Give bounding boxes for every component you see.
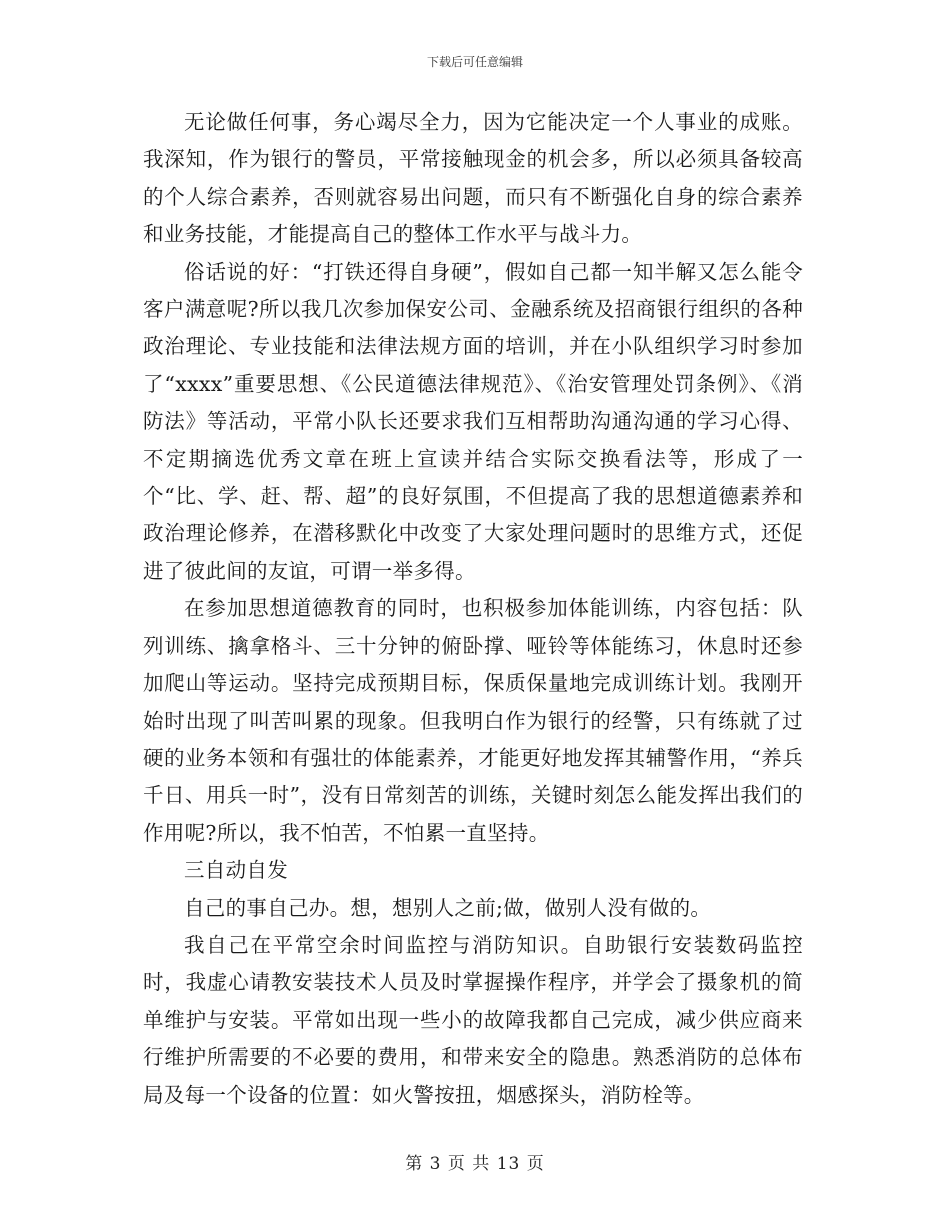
paragraph-1: 无论做任何事，务心竭尽全力，因为它能决定一个人事业的成账。我深知，作为银行的警员，平常接触现金的机会多，所以必须具备较高的个人综合素养，否则就容易出问题，而只有不断强化自身的综合素养和业务技能，才能提高自己的整体工作水平与战斗力。 (143, 110, 803, 247)
section-heading: 三自动自发 (184, 858, 288, 883)
paragraph-4: 自己的事自己办。想，想别人之前;做，做别人没有做的。 (184, 895, 712, 920)
document-body (143, 104, 803, 1114)
paragraph-3: 在参加思想道德教育的同时，也积极参加体能训练，内容包括：队列训练、擒拿格斗、三十分钟的俯卧撑、哑铃等体能练习，休息时还参加爬山等运动。坚持完成预期目标，保质保量地完成训练计划。我刚开始时出现了叫苦叫累的现象。但我明白作为银行的经警，只有练就了过硬的业务本领和有强壮的体能素养，才能更好地发挥其辅警作用，“养兵千日、用兵一时”，没有日常刻苦的训练，关键时刻怎么能发挥出我们的作用呢?所以，我不怕苦，不怕累一直坚持。 (143, 596, 803, 845)
paragraph-2: 俗话说的好：“打铁还得自身硬”，假如自己都一知半解又怎么能令客户满意呢?所以我几次参加保安公司、金融系统及招商银行组织的各种政治理论、专业技能和法律法规方面的培训，并在小队组织学习时参加了“xxxx”重要思想、《公民道德法律规范》、《治安管理处罚条例》、《消防法》等活动，平常小队长还要求我们互相帮助沟通沟通的学习心得、不定期摘选优秀文章在班上宣读并结合实际交换看法等，形成了一个“比、学、赶、帮、超”的良好氛围，不但提高了我的思想道德素养和政治理论修养，在潜移默化中改变了大家处理问题时的思维方式，还促进了彼此间的友谊，可谓一举多得。 (143, 259, 803, 583)
paragraph-5: 我自己在平常空余时间监控与消防知识。自助银行安装数码监控时，我虚心请教安装技术人员及时掌握操作程序，并学会了摄象机的简单维护与安装。平常如出现一些小的故障我都自己完成，减少供应商来行维护所需要的不必要的费用，和带来安全的隐患。熟悉消防的总体布局及每一个设备的位置：如火警按扭，烟感探头，消防栓等。 (143, 932, 803, 1107)
page-number-label: 第 3 页 共 13 页 (405, 1154, 545, 1174)
page-header-note: 下载后可任意编辑 (426, 55, 523, 69)
page-footer (0, 1153, 950, 1175)
